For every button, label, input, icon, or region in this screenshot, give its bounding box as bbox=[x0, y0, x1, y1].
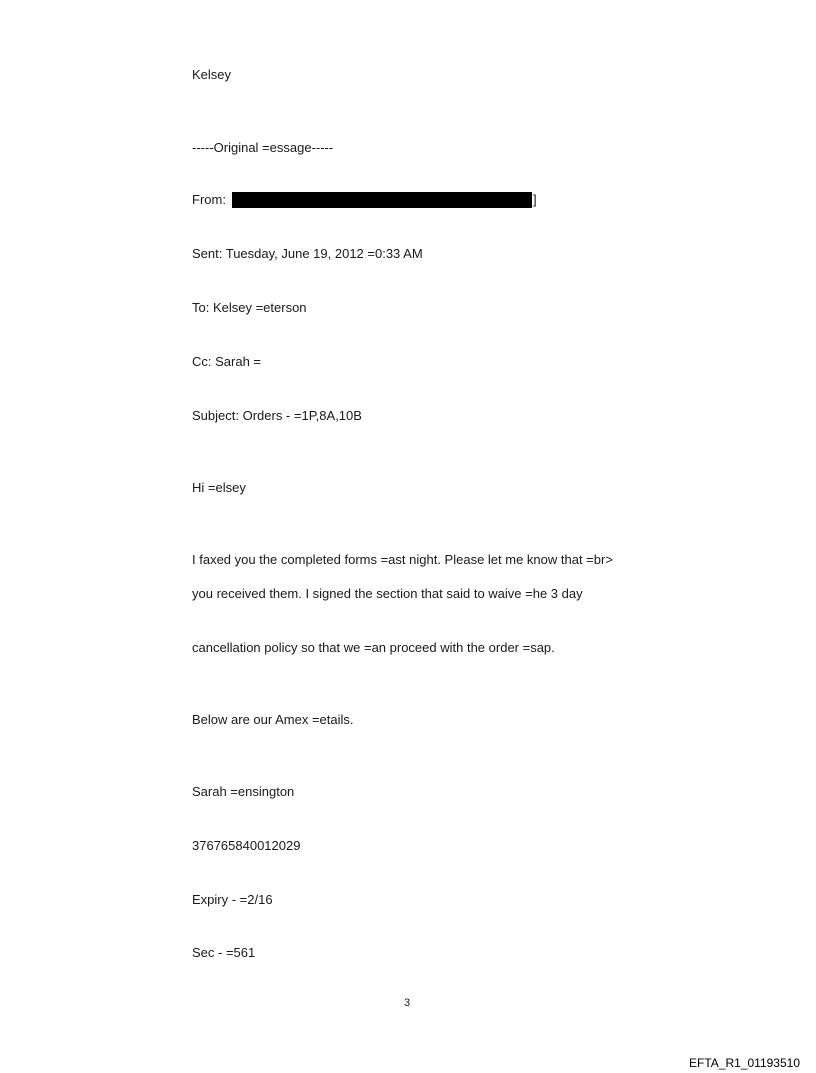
redaction-tail: ] bbox=[532, 192, 537, 207]
body-line-2: you received them. I signed the section that said to waive =he 3 day bbox=[192, 586, 583, 601]
sec-line: Sec - =561 bbox=[192, 945, 256, 960]
body-line-3: cancellation policy so that we =an proceed with the order =sap. bbox=[192, 640, 555, 655]
greeting-line: Hi =elsey bbox=[192, 480, 246, 495]
card-number-line: 376765840012029 bbox=[192, 838, 301, 853]
from-label: From: bbox=[192, 192, 226, 207]
cc-line: Cc: Sarah = bbox=[192, 354, 262, 369]
card-name-line: Sarah =ensington bbox=[192, 784, 295, 799]
document-id: EFTA_R1_01193510 bbox=[689, 1056, 800, 1070]
original-message-header: -----Original =essage----- bbox=[192, 140, 334, 155]
redaction-block bbox=[232, 192, 532, 208]
from-line bbox=[192, 192, 537, 208]
expiry-line: Expiry - =2/16 bbox=[192, 892, 273, 907]
to-line: To: Kelsey =eterson bbox=[192, 300, 307, 315]
body-line-1: I faxed you the completed forms =ast night. Please let me know that =br> bbox=[192, 552, 613, 567]
subject-line: Subject: Orders - =1P,8A,10B bbox=[192, 408, 362, 423]
sent-line: Sent: Tuesday, June 19, 2012 =0:33 AM bbox=[192, 246, 423, 261]
signoff-name: Kelsey bbox=[192, 67, 232, 82]
page-number: 3 bbox=[404, 997, 411, 1009]
body-line-4: Below are our Amex =etails. bbox=[192, 712, 354, 727]
